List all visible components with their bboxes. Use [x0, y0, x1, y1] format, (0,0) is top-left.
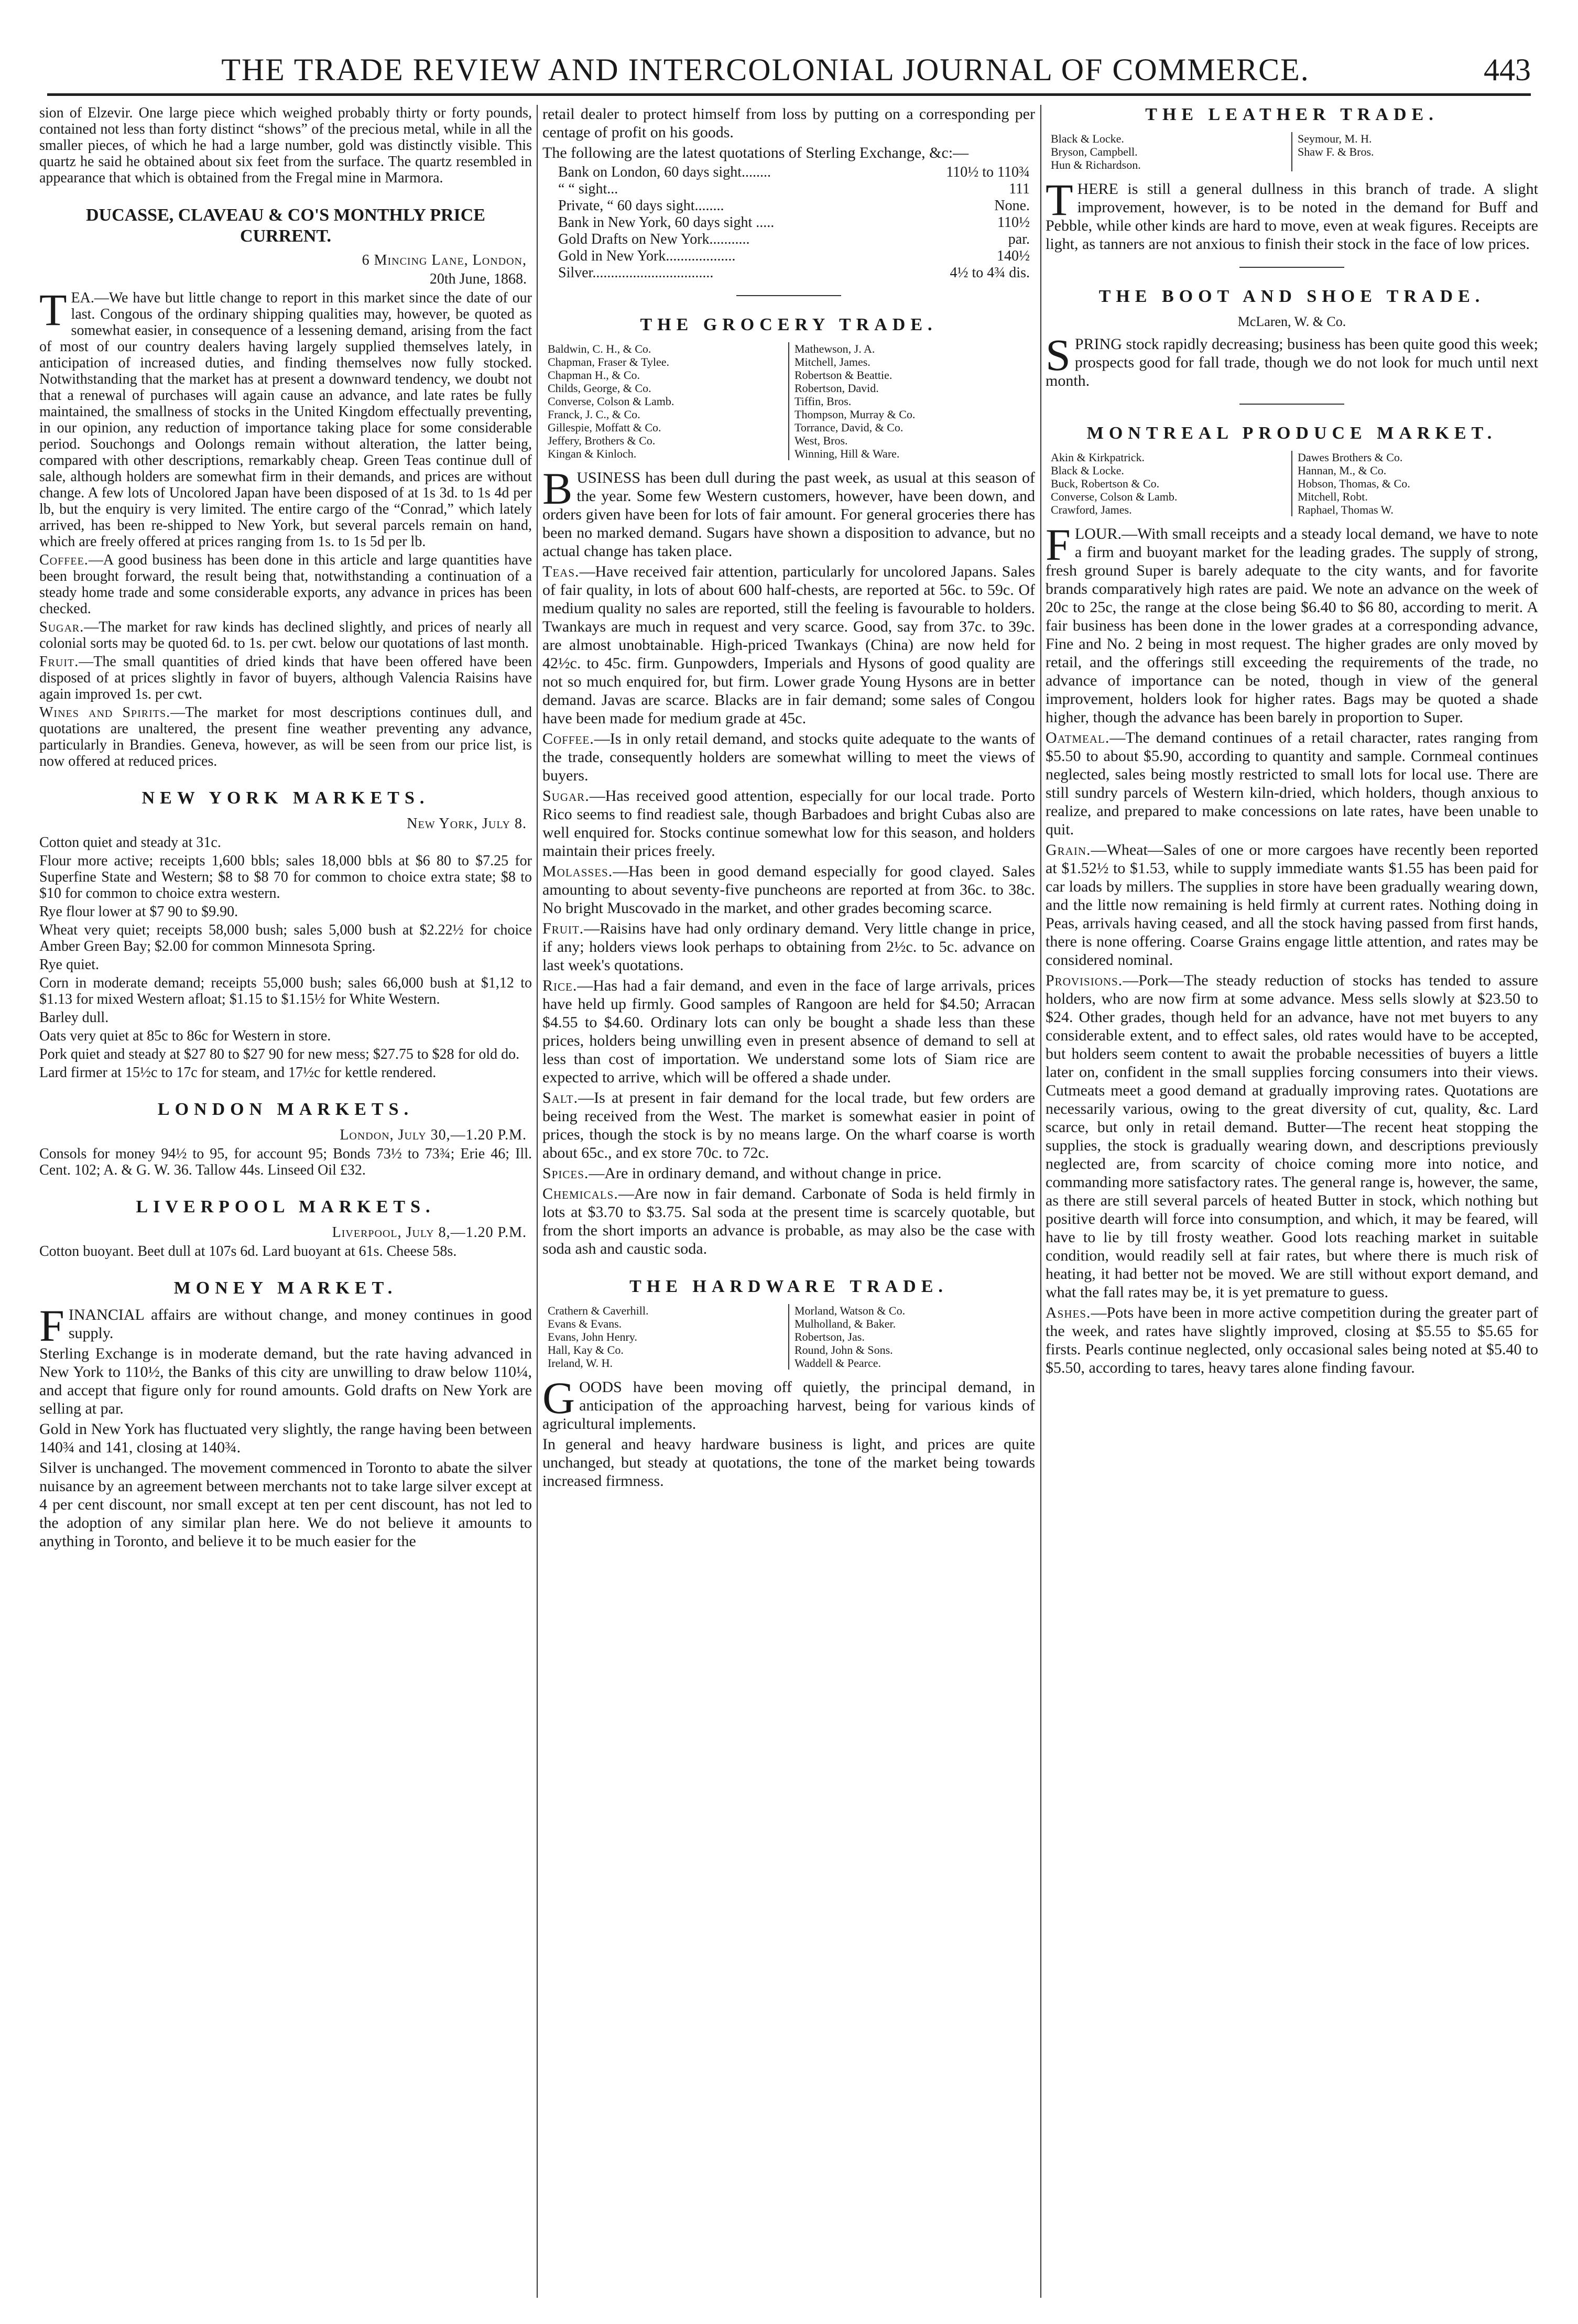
text-span: Hall, Kay & Co.	[548, 1343, 624, 1356]
teas-paragraph	[542, 562, 1035, 727]
quote-value: 4½ to 4¾ dis.	[950, 265, 1030, 281]
firm-list	[542, 1304, 1035, 1370]
text-span: Mathewson, J. A.	[795, 342, 875, 355]
text-span: Evans, John Henry.	[548, 1330, 637, 1343]
grocery-heading: THE GROCERY TRADE.	[640, 315, 938, 334]
text-span: Converse, Colson & Lamb.	[548, 395, 674, 408]
running-header	[47, 46, 1531, 96]
text-span: Mitchell, Robt.	[1298, 490, 1368, 503]
london-heading: LONDON MARKETS.	[157, 1100, 414, 1119]
fruit-paragraph	[542, 919, 1035, 974]
text-span: Black & Locke.	[1051, 464, 1124, 477]
sugar-paragraph	[39, 619, 532, 651]
firm-list-right	[1291, 451, 1538, 516]
text-span: Akin & Kirkpatrick.	[1051, 451, 1145, 464]
text-span: Rice.	[542, 977, 578, 994]
text-span: Sugar.	[542, 787, 590, 805]
text-span: —The demand continues of a retail character, rates ranging from $5.50 to about $5.90, according to quantity and sample. Cornmeal continues neglected, sales being mostly restricted to small lots for local use. There are still sundry parcels of Western kiln-dried, which holders, though anxious to realize, and prepared to make concessions on late rates, have been unable to quit.	[1046, 729, 1538, 838]
text-span: Crawford, James.	[1051, 503, 1132, 516]
quote-label: Bank in New York, 60 days sight .....	[558, 214, 775, 231]
text-span: Chemicals.	[542, 1185, 618, 1202]
list-item: Oats very quiet at 85c to 86c for Western in store.	[39, 1028, 331, 1044]
new-york-heading: NEW YORK MARKETS.	[142, 788, 430, 808]
list-item: Rye quiet.	[39, 957, 99, 973]
ashes-paragraph	[1046, 1304, 1538, 1377]
tea-paragraph	[39, 285, 532, 550]
table-row	[542, 181, 1035, 198]
text-span: Molasses.	[542, 863, 613, 880]
text-span: —Raisins have had only ordinary demand. Very little change in price, if any; holders views look perhaps to obtaining from 2½c. to 5c. advance on last week's quotations.	[542, 920, 1035, 974]
drop-cap: S	[1046, 330, 1071, 380]
column-3	[1046, 105, 1538, 2303]
exchange-quotations	[542, 164, 1035, 281]
rice-paragraph	[542, 976, 1035, 1087]
text-span: LOUR.—With small receipts and a steady local demand, we have to note a firm and buoyant market for the leading grades. The supply of strong, fresh ground Super is barely adequate to the city wants, and for favorite brands comparatively high rates are paid. We note an advance on the week of 20c to 25c, the range at the close being $6.40 to $6 80, according to merit. A fair business has been done in the lower grades at a corresponding advance, Fine and No. 2 being in most request. The higher grades are only moved by retail, and the offerings still exceeding the requirements of the trade, no advance of importance can be noted, though in view of the general improvement, holders look for higher rates. Bags may be quoted a shade higher, though the advance has been barely in proportion to Super.	[1046, 525, 1538, 726]
text-span: —A good business has been done in this article and large quantities have been brought forward, the result being that, notwithstanding a continuation of a steady home trade and some considerable exports, any advance in prices has been checked.	[39, 552, 532, 617]
text-span: Kingan & Kinloch.	[548, 447, 637, 460]
drop-cap: F	[1046, 519, 1071, 570]
drop-cap: F	[39, 1300, 64, 1351]
quote-label: “ “ sight...	[558, 181, 618, 197]
text-span: Franck, J. C., & Co.	[548, 408, 640, 421]
quote-value: 140½	[997, 248, 1030, 264]
text-span: Wines and Spirits.	[39, 704, 171, 721]
produce-heading: MONTREAL PRODUCE MARKET.	[1086, 423, 1497, 443]
firm-list-left	[542, 1304, 788, 1370]
text-span: Crathern & Caverhill.	[548, 1304, 649, 1317]
coffee-paragraph	[542, 730, 1035, 785]
quote-label: Silver.................................	[558, 265, 714, 281]
list-item: Flour more active; receipts 1,600 bbls; sales 18,000 bbls at $6 80 to $7.25 for Superfine State and Western; $8 to $8 70 for common to choice extra state; $8 to $10 for common to choice extra western.	[39, 853, 532, 902]
text-span: Jeffery, Brothers & Co.	[548, 434, 656, 447]
firm-list-left	[1046, 132, 1291, 171]
firm-list-right	[1291, 132, 1538, 171]
spices-paragraph	[542, 1164, 1035, 1182]
text-span: Grain.	[1046, 841, 1091, 859]
leather-heading: THE LEATHER TRADE.	[1145, 105, 1439, 124]
section-separator	[1239, 404, 1344, 405]
table-row	[542, 265, 1035, 281]
liverpool-text: Cotton buoyant. Beet dull at 107s 6d. Lard buoyant at 61s. Cheese 58s.	[39, 1243, 457, 1259]
text-span: EA.—We have but little change to report in this market since the date of our last. Congous of the ordinary shipping qualities may, however, be quoted as somewhat easier, in consequence of a lessening demand, arising from the fact of most of our country dealers having largely supplied themselves lately, in anticipation of increased duties, and finding themselves now fully stocked. Notwithstanding that the market has at present a downward tendency, we doubt not that a renewal of purchases will again cause an advance, and late rates be fully maintained, the smallness of stocks in the United Kingdom effectually preventing, in our opinion, any reduction of importance taking place for some considerable period. Souchongs and Oolongs remain without alteration, the latter being, compared with other descriptions, remarkably cheap. Green Teas continue dull of sale, although holders are somewhat firm in their demands, and prices are without change. A few lots of Uncolored Japan have been disposed of at 1s 3d. to 1s 4d per lb, but the enquiry is very limited. The entire cargo of the “Conrad,” which lately arrived, has been re-shipped to New York, but several parcels remain on hand, which are freely offered at prices ranging from 1s. to 1s 5d per lb.	[39, 290, 532, 550]
boot-firm: McLaren, W. & Co.	[1237, 314, 1346, 329]
text-span: Raphael, Thomas W.	[1298, 503, 1394, 516]
gold-article-end: sion of Elzevir. One large piece which weighed probably thirty or forty pounds, contained not less than forty distinct “shows” of the precious metal, while in all the smaller pieces, of which he had a large number, gold was distinctly visible. This quartz he said he obtained about six feet from the surface. The quartz resembled in appearance that which is obtained from the Fregal mine in Marmora.	[39, 105, 532, 186]
column-2	[542, 105, 1035, 2303]
text-span: Childs, George, & Co.	[548, 382, 651, 395]
text-span: Mulholland, & Baker.	[795, 1317, 896, 1330]
new-york-dateline: New York, July 8.	[407, 816, 527, 832]
text-span: Seymour, M. H.	[1298, 132, 1372, 145]
text-span: Coffee.	[542, 730, 594, 747]
boot-heading: THE BOOT AND SHOE TRADE.	[1098, 287, 1485, 306]
boot-paragraph	[1046, 330, 1538, 390]
firm-list	[1046, 132, 1538, 171]
text-span: —The market for most descriptions continues dull, and quotations are unaltered, the present fine weather preventing any advance, particularly in Brandies. Geneva, however, as will be seen from our price list, is now offered at reduced prices.	[39, 704, 532, 769]
salt-paragraph	[542, 1089, 1035, 1162]
list-item: Wheat very quiet; receipts 58,000 bush; sales 5,000 bush at $2.22½ for choice Amber Green Bay; $2.00 for common Minnesota Spring.	[39, 922, 532, 954]
text-span: —The small quantities of dried kinds that have been offered have been disposed of at prices slightly in favor of buyers, although Valencia Raisins have again improved 1s. per cwt.	[39, 654, 532, 702]
text-span: Ireland, W. H.	[548, 1356, 613, 1370]
text-span: Sugar.	[39, 619, 84, 635]
text-span: Buck, Robertson & Co.	[1051, 477, 1160, 490]
sugar-paragraph	[542, 787, 1035, 860]
money-continued: retail dealer to protect himself from loss by putting on a corresponding per centage of profit on his goods.	[542, 105, 1035, 141]
list-item: Cotton quiet and steady at 31c.	[39, 834, 221, 851]
list-item: Lard firmer at 15½c to 17c for steam, and 17½c for kettle rendered.	[39, 1065, 437, 1081]
hardware-paragraph	[542, 1373, 1035, 1433]
provisions-paragraph	[1046, 971, 1538, 1301]
drop-cap: B	[542, 463, 573, 514]
text-span: USINESS has been dull during the past week, as usual at this season of the year. Some few Western customers, however, have been down, and orders given have been for lots of fair amount. For general groceries there has been no marked demand. Sugars have shown a disposition to advance, but no actual change has taken place.	[542, 469, 1035, 560]
text-span: —Has been in good demand especially for good clayed. Sales amounting to about seventy-five puncheons are reported at from 36c. to 38c. No bright Muscovado in the market, and other grades becoming scarce.	[542, 863, 1035, 917]
firm-list-left	[542, 342, 788, 460]
molasses-paragraph	[542, 862, 1035, 917]
text-span: Hobson, Thomas, & Co.	[1298, 477, 1410, 490]
quote-value: par.	[1008, 231, 1030, 247]
list-item: Pork quiet and steady at $27 80 to $27 90 for new mess; $27.75 to $28 for old do.	[39, 1046, 520, 1062]
grocery-paragraph	[542, 463, 1035, 560]
table-row	[542, 248, 1035, 265]
text-span: Round, John & Sons.	[795, 1343, 893, 1356]
text-span: Morland, Watson & Co.	[795, 1304, 906, 1317]
text-span: HERE is still a general dullness in this branch of trade. A slight improvement, however, is to be noted in the demand for Buff and Pebble, while other kinds are hard to move, even at weak figures. Receipts are light, as tanners are not anxious to finish their stock in the face of low prices.	[1046, 180, 1538, 253]
coffee-paragraph	[39, 552, 532, 617]
money-paragraph: Gold in New York has fluctuated very slightly, the range having been between 140¾ and 141, closing at 140¾.	[39, 1420, 532, 1456]
leather-paragraph	[1046, 175, 1538, 253]
text-span: Evans & Evans.	[548, 1317, 622, 1330]
drop-cap: G	[542, 1373, 575, 1423]
text-span: Salt.	[542, 1089, 579, 1106]
page-number: 443	[1484, 52, 1531, 87]
text-span: —Has had a fair demand, and even in the face of large arrivals, prices have held up firmly. Good samples of Rangoon are held for $4.50; Arracan $4.55 to $4.60. Ordinary lots can only be bought a shade less than these prices, holders being unwilling even in present absence of demand to sell at less than cost of importation. We understand some lots of Siam rice are expected to arrive, which will be offered a shade under.	[542, 977, 1035, 1086]
hardware-paragraph: In general and heavy hardware business is light, and prices are quite unchanged, but steady at quotations, the tone of the market being towards increased firmness.	[542, 1436, 1035, 1490]
quote-value: 110½ to 110¾	[946, 164, 1030, 180]
text-span: —Pots have been in more active competition during the greater part of the week, and rates have slightly improved, closing at $5.55 to $5.65 for firsts. Pearls continue neglected, only occasional sales being noted at $5.40 to $5.50, according to tares, heavy tares alone finding favour.	[1046, 1304, 1538, 1376]
firm-list	[542, 342, 1035, 460]
text-span: Robertson, Jas.	[795, 1330, 865, 1343]
liverpool-heading: LIVERPOOL MARKETS.	[136, 1197, 436, 1217]
text-span: Converse, Colson & Lamb.	[1051, 490, 1178, 503]
oatmeal-paragraph	[1046, 729, 1538, 839]
firm-list-right	[788, 1304, 1035, 1370]
firm-list-left	[1046, 451, 1291, 516]
text-span: Robertson, David.	[795, 382, 879, 395]
text-span: Hun & Richardson.	[1051, 158, 1141, 171]
text-span: Dawes Brothers & Co.	[1298, 451, 1403, 464]
ducasse-address: 6 Mincing Lane, London,	[362, 252, 527, 268]
column-rule	[1040, 105, 1041, 2298]
text-span: Spices.	[542, 1165, 589, 1182]
hardware-heading: THE HARDWARE TRADE.	[629, 1277, 948, 1296]
text-span: Tiffin, Bros.	[795, 395, 852, 408]
text-span: Torrance, David, & Co.	[795, 421, 904, 434]
text-span: —Is in only retail demand, and stocks quite adequate to the wants of the trade, consequently holders are somewhat willing to meet the views of buyers.	[542, 730, 1035, 784]
quote-value: 111	[1009, 181, 1030, 197]
quote-label: Private, “ 60 days sight........	[558, 198, 724, 214]
liverpool-dateline: Liverpool, July 8,—1.20 P.M.	[332, 1224, 527, 1241]
table-row	[542, 198, 1035, 214]
drop-cap: T	[1046, 175, 1073, 225]
ducasse-date: 20th June, 1868.	[429, 271, 527, 287]
fruit-paragraph	[39, 654, 532, 702]
money-paragraph	[39, 1300, 532, 1351]
list-item: Rye flour lower at $7 90 to $9.90.	[39, 904, 238, 920]
section-separator	[736, 295, 841, 296]
text-span: Oatmeal.	[1046, 729, 1110, 746]
text-span: Shaw F. & Bros.	[1298, 145, 1374, 158]
column-1	[39, 105, 532, 2303]
journal-title: THE TRADE REVIEW AND INTERCOLONIAL JOURNAL OF COMMERCE.	[221, 52, 1310, 87]
text-span: Fruit.	[39, 654, 79, 670]
text-span: Teas.	[542, 563, 580, 580]
text-span: Provisions.	[1046, 972, 1123, 989]
text-span: Baldwin, C. H., & Co.	[548, 342, 651, 355]
text-span: —Pork—The steady reduction of stocks has tended to assure holders, who are now firm at some advance. Mess sells slowly at $23.50 to $24. Other grades, though held for an advance, have not met buyers to any considerable extent, and to effect sales, old rates would have to be accepted, but holders seem content to await the probable necessities of buyers a little later on, confident in the small supplies forcing consumers into their views. Cutmeats meet a good demand at gradually improving rates. Quotations are necessarily various, owing to the great diversity of cut, quality, &c. Lard scarce, but only in retail demand. Butter—The recent heat stopping the supplies, the stock is gradually wearing down, and descriptions previously neglected are, from scarcity of choice coming more into notice, and commanding more satisfactory rates. The general range is, however, the same, as there are still several parcels of heated Butter in stock, which nothing but positive dearth will force into consumption, and which, it may be feared, will have to lie by till frosty weather. Good lots reaching market in suitable condition, would readily sell at fair rates, but where there is much risk of heating, it had better not be moved. We are still without export demand, and what the fall rates may be, it is yet premature to guess.	[1046, 972, 1538, 1301]
quote-value: 110½	[997, 214, 1030, 231]
text-span: Hannan, M., & Co.	[1298, 464, 1387, 477]
text-span: Thompson, Murray & Co.	[795, 408, 916, 421]
text-span: Chapman H., & Co.	[548, 368, 640, 382]
text-span: OODS have been moving off quietly, the principal demand, in anticipation of the approaching harvest, being for various kinds of agricultural implements.	[542, 1378, 1035, 1432]
text-span: Coffee.	[39, 552, 89, 568]
text-span: Mitchell, James.	[795, 355, 870, 368]
quotes-intro: The following are the latest quotations of Sterling Exchange, &c:—	[542, 144, 969, 161]
text-span: Fruit.	[542, 920, 584, 937]
text-span: Chapman, Fraser & Tylee.	[548, 355, 670, 368]
text-span: West, Bros.	[795, 434, 848, 447]
text-span: Ashes.	[1046, 1304, 1091, 1321]
ducasse-heading: DUCASSE, CLAVEAU & CO'S MONTHLY PRICE CURRENT.	[86, 205, 485, 246]
london-dateline: London, July 30,—1.20 P.M.	[340, 1127, 527, 1143]
table-row	[542, 214, 1035, 231]
firm-list	[1046, 451, 1538, 516]
text-span: Waddell & Pearce.	[795, 1356, 881, 1370]
column-rule	[537, 105, 538, 2298]
money-paragraph: Sterling Exchange is in moderate demand, but the rate having advanced in New York to 110½, the Banks of this city are unwilling to draw below 110¼, and accept that figure only for round amounts. Gold drafts on New York are selling at par.	[39, 1345, 532, 1417]
text-span: Bryson, Campbell.	[1051, 145, 1138, 158]
quote-label: Gold in New York...................	[558, 248, 736, 264]
drop-cap: T	[39, 285, 67, 335]
text-span: Black & Locke.	[1051, 132, 1124, 145]
text-span: PRING stock rapidly decreasing; business has been quite good this week; prospects good for fall trade, though we do not look for much until next month.	[1046, 335, 1538, 389]
text-span: Robertson & Beattie.	[795, 368, 893, 382]
grain-paragraph	[1046, 841, 1538, 969]
flour-paragraph	[1046, 519, 1538, 726]
chemicals-paragraph	[542, 1185, 1035, 1258]
text-span: —Are in ordinary demand, and without change in price.	[589, 1165, 942, 1182]
text-span: —Are now in fair demand. Carbonate of Soda is held firmly in lots at $3.70 to $3.75. Sal soda at the present time is scarcely quotable, but from the short imports an advance is probable, as may also be the case with soda ash and caustic soda.	[542, 1185, 1035, 1257]
london-text: Consols for money 94½ to 95, for account 95; Bonds 73½ to 73¾; Erie 46; Ill. Cent. 102; A. & G. W. 36. Tallow 44s. Linseed Oil £32.	[39, 1146, 532, 1178]
text-span: Gillespie, Moffatt & Co.	[548, 421, 661, 434]
text-span: —Is at present in fair demand for the local trade, but few orders are being received from the West. The market is somewhat easier in point of prices, though the stock is by no means large. On the wharf coarse is worth about 65c., and ex store 70c. to 72c.	[542, 1089, 1035, 1161]
table-row	[542, 231, 1035, 248]
firm-list-right	[788, 342, 1035, 460]
quote-label: Gold Drafts on New York...........	[558, 231, 750, 247]
text-span: —Wheat—Sales of one or more cargoes have recently been reported at $1.52½ to $1.53, while to supply immediate wants $1.55 has been paid for car loads by millers. The supplies in store have been gradually wearing down, and the little now remaining is held firmly at current rates. Nothing doing in Peas, arrivals having ceased, and all the stock having passed from first hands, there is none offering. Coarse Grains engage little attention, and rates may be considered nominal.	[1046, 841, 1538, 969]
text-span: —The market for raw kinds has declined slightly, and prices of nearly all colonial sorts may be quoted 6d. to 1s. per cwt. below our quotations of last month.	[39, 619, 532, 651]
text-span: Winning, Hill & Ware.	[795, 447, 900, 460]
list-item: Barley dull.	[39, 1009, 109, 1026]
text-span: INANCIAL affairs are without change, and money continues in good supply.	[68, 1306, 532, 1342]
money-heading: MONEY MARKET.	[173, 1278, 398, 1298]
list-item: Corn in moderate demand; receipts 55,000 bush; sales 66,000 bush at $1,12 to $1.13 for mixed Western afloat; $1.15 to $1.15½ for White Western.	[39, 975, 532, 1007]
quote-label: Bank on London, 60 days sight........	[558, 164, 771, 180]
section-separator	[1239, 267, 1344, 268]
quote-value: None.	[994, 198, 1030, 214]
money-paragraph: Silver is unchanged. The movement commenced in Toronto to abate the silver nuisance by an agreement between merchants not to take large silver except at 4 per cent discount, nor small except at ten per cent discount, has not led to the adoption of any similar plan here. We do not believe it amounts to anything in Toronto, and believe it to be much easier for the	[39, 1459, 532, 1550]
text-span: —Have received fair attention, particularly for uncolored Japans. Sales of fair quality, in lots of about 600 half-chests, are reported at 56c. to 59c. Of medium quality no sales are reported, still the feeling is favourable to holders. Twankays are much in request and very scarce. Good, say from 37c. to 39c. are almost unobtainable. High-priced Twankays (China) are now held for 42½c. to 45c. firm. Gunpowders, Imperials and Hysons of good quality are not so much enquired for, but firm. Lower grade Young Hysons are in better demand. Javas are scarce. Blacks are in fair demand; some sales of Congou have been made for medium grade at 45c.	[542, 563, 1035, 727]
text-span: —Has received good attention, especially for our local trade. Porto Rico seems to find readiest sale, though Barbadoes and bright Cubas also are well enquired for. Stocks continue somewhat low for this season, and holders maintain their prices freely.	[542, 787, 1035, 860]
table-row	[542, 164, 1035, 181]
wines-paragraph	[39, 704, 532, 769]
